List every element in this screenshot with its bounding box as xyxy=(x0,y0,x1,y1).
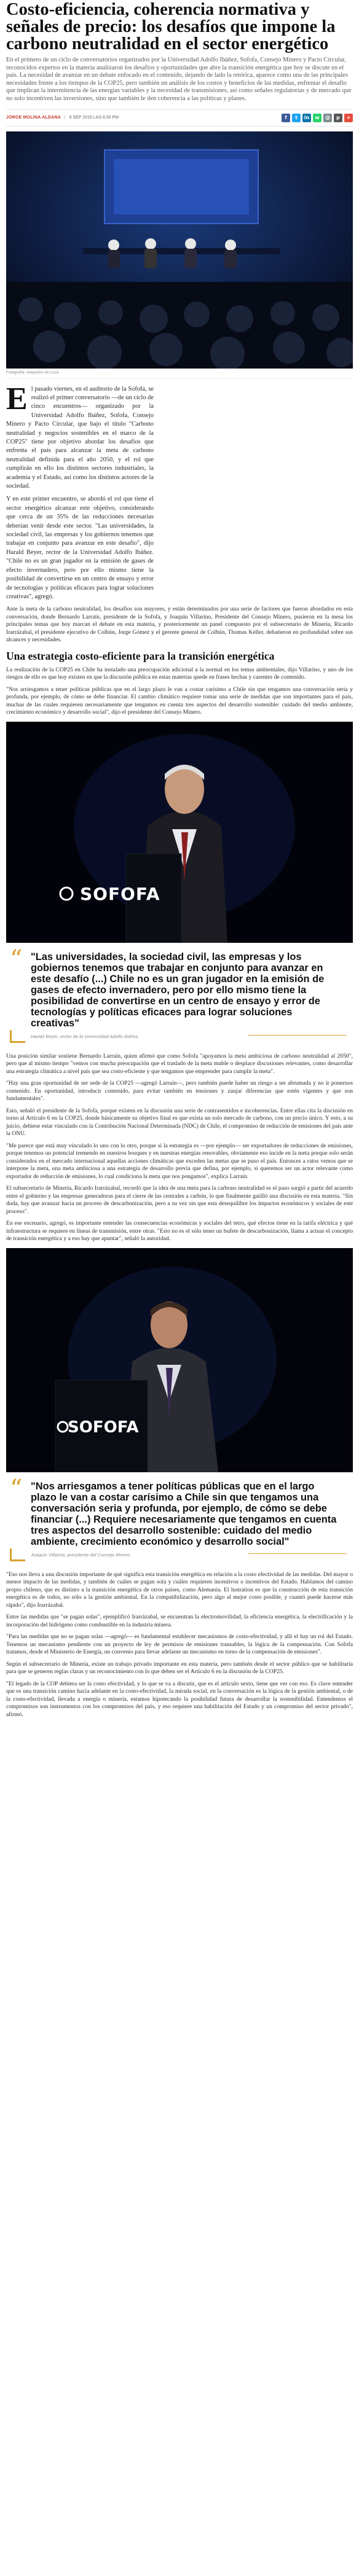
intro-block xyxy=(6,381,353,606)
photo-caption: Fotografía: Alejandro de Luca xyxy=(6,369,353,379)
twitter-icon[interactable]: t xyxy=(292,114,301,122)
article-meta xyxy=(6,109,353,127)
article-headline: Costo-eficiencia, coherencia normativa y señales de precio: los desafíos que impone la carbono neutralidad en el sector energético xyxy=(6,0,336,53)
intro-paragraph-2: Y en este primer encuentro, se abordó el rol que tiene el sector energético alcanzar este objetivo, considerando que cerca de un 35% de las reducciones necesarias deberían venir desde este sector. "Las universidades, la sociedad civil, las empresas y los gobiernos tenemos que trabajar en conjunto para avanzar en este desafío", dijo Harald Beyer, rector de la Universidad Adolfo Ibáñez. "Chile no es un gran jugador en la emisión de gases de efecto invernadero, pero por ello mismo tiene la posibilidad de convertirse en un centro de ensayo y error de tecnologías y políticas eficaces para lograr soluciones creativas", agregó. xyxy=(6,496,154,600)
section2-paragraph-4: "Me parece que está muy vinculado lo uno con lo otro, porque si la estrategia es —por ejemplo— ser exportadores de reducciones de emisiones, porque tenemos un potencial tremendo en nuestros bosques y en nuestras energías renovables, obviamente eso incide en la meta porque solo serán considerados en el mercado internacional aquellas acciones climáticas que exceden las metas que se puso el país. Entonces a ratos vemos que se interpone la meta, una meta ambiciosa a una estrategia de desarrollo previa que defina, por ejemplo, si queremos ser un actor relevante como exportador de reducción de emisiones, lo cual condiciona la meta que nos pongamos", explica Larraín. xyxy=(6,1142,353,1180)
byline xyxy=(6,115,119,120)
section2-paragraph-1: Una posición similar sostiene Bernardo Larraín, quien afirmó que como Sofofa "apoyamos la meta ambiciosa de carbono neutralidad al 2050", pero que al mismo tiempo "vemos con mucha preocupación que el traslado de la meta muble o desplace discusiones relevantes, como desarrollar una estrategia climática a nivel país que sea costo-eficiente y que tengamos que emprender para cumplir la meta". xyxy=(6,1052,353,1075)
share-bar xyxy=(282,114,353,122)
linkedin-icon[interactable]: in xyxy=(302,114,311,122)
section3-paragraph-3: "Para las medidas que no se pagan solas —agregó— es fundamental establecer mecanismos de costo-efectividad, y allí el hay un rol del Estado. Tenemos un mecanismo pendiente con un proyecto de ley de permisos de emisiones transables, la lógica de la compensación. Con Sofofa tratamos, desde el Ministerio de Energía, un convenio para llevar adelante un mecanismo en torno de la compensación de emisiones". xyxy=(6,1633,353,1656)
section3-paragraph-4: Según el subsecretario de Minería, existe un trabajo privado importante en esta materia, pero también desde el sector público que se habilitaría para que se generen reglas claras y un reconocimiento con lo que deben ser el Artículo 6 en la discusión de la COP25. xyxy=(6,1660,353,1676)
section1-paragraph-2: "Nos arriesgamos a tener políticas públicas que en el largo plazo le van a costar carísimo a Chile sin que tengamos una conversación seria y profunda, por ejemplo, de cómo se debe financiar. El cambio climático requiere tomar una serie de medidas que son importantes para el país, muchas de las cuales requieren necesariamente que tengamos en cuenta tres aspectos del desarrollo sostenible: cuidado del medio ambiente, crecimiento económico y desarrollo social", dijo el presidente del Consejo Minero. xyxy=(6,685,353,716)
pull-quote-text: "Nos arriesgamos a tener políticas públicas que en el largo plazo le van a costar carísimo a Chile sin que tengamos una conversación seria y profunda, por ejemplo, de cómo se debe financiar (...) Requiere necesariamente que tengamos en cuenta tres aspectos del desarrollo sostenible: cuidado del medio ambiente, crecimiento económico y desarrollo social" xyxy=(31,1480,337,1547)
pull-quote-1 xyxy=(6,945,353,1044)
facebook-icon[interactable]: f xyxy=(282,114,290,122)
print-icon[interactable]: p xyxy=(334,114,342,122)
svg-text:SOFOFA: SOFOFA xyxy=(68,1418,139,1437)
quote-corner-decoration xyxy=(10,1548,25,1561)
section2-paragraph-6: En ese escenario, agregó, es importante entender las consecuencias económicas y sociales del tetro, qué efectos tiene en la tarifa eléctrica y qué infraestructura se requiere en líneas de transmisión, entre otras. "Esto no es el sólo tener un bufete de descarbonización, llama a actuar el concepto de transición energética y a eso hay que apuntar", señaló la autoridad. xyxy=(6,1220,353,1243)
pull-quote-attribution: Joaquín Villarino, presidente del Consejo Minero. xyxy=(31,1551,132,1558)
speaker-podium-illustration-2 xyxy=(6,1248,353,1472)
intro-column xyxy=(6,381,154,606)
quote-rule xyxy=(248,1553,347,1554)
speaker-podium-illustration xyxy=(6,722,353,943)
section2-paragraph-5: El subsecretario de Minería, Ricardo Irarrázabal, recordó que la idea de una meta para la carbono neutralidad es el paso surgió a partir del acuerdo entre el gobierno y las empresas generadoras para el cierre de las centrales a carbón, lo que finalmente gatilló una discusión en esta materia. "Sin duda, hay que avanzar hacia un proceso de descarbonización, pero a su vez sin que esta desequilibre los impactos económicos y sociales de este proceso". xyxy=(6,1185,353,1215)
pull-quote-2 xyxy=(6,1475,353,1563)
whatsapp-icon[interactable]: w xyxy=(313,114,322,122)
panel-stage-illustration xyxy=(6,131,353,369)
intro-paragraph-3: Ante la meta de la carbono neutralidad, los desafíos son mayores, y están determinados por una serie de factores que fueron abordados en esta conversación, donde Bernardo Larraín, presidente de la Sofofa, y Joaquín Villarino, Presidente del Consejo Minero, pusieron en la mesa los principales temas que hoy marcan el debate en esta materia, y posteriormente un panel compuesto por el subsecretario de Minería, Ricardo Irarrázabal, el presidente ejecutivo de Colbún, Jorge Gómez y el gerente general de Colbún, Thomas Keller, debatieron en profundidad sobre sus alcances y necesidades. xyxy=(6,606,353,644)
email-icon[interactable]: @ xyxy=(323,114,332,122)
section3-paragraph-2: Entre las medidas que "se pagan solas", ejemplificó Irarrázabal, se encuentran la electromovilidad, la eficiencia energética, la electrificación y la incorporación del hidrógeno como combustible en la industria minera. xyxy=(6,1614,353,1628)
sidebar-space xyxy=(159,385,353,606)
hero-photo xyxy=(6,131,353,369)
speaker-photo-2 xyxy=(6,1248,353,1472)
pull-quote-text: "Las universidades, la sociedad civil, las empresas y los gobiernos tenemos que trabajar en conjunto para avanzar en este desafío (...) Chile no es un gran jugador en la emisión de gases de efecto invernadero, pero por ello mismo tiene la posibilidad de convertirse en un centro de ensayo y error de tecnologías y políticas eficaces para lograr soluciones creativas" xyxy=(31,951,325,1029)
section3-paragraph-5: "El legado de la COP debiera ser la costo efectividad, y lo que se va a discutir, que es el artículo sexto, tiene que ver con eso. Es clave entender que es una transición camino hacia adelante en la costo-efectividad, la mirada social, en la conversación es la lógica de la gestión ambiental, o de la costo-efectividad, llevada a energía o minería, estamos hipotecando la posibilidad futura de desarrollar la sostenibilidad. Entendemos el compromisos son instrumentos con los compromisos del país, y eso requiere una habilitación del Estado y un compromiso del sector privado", afirmó. xyxy=(6,1680,353,1718)
share-icon[interactable]: + xyxy=(344,114,353,122)
drop-cap: E xyxy=(6,381,28,416)
speaker-photo-1 xyxy=(6,722,353,943)
svg-text:SOFOFA: SOFOFA xyxy=(80,883,160,904)
quote-mark-icon: “ xyxy=(10,1474,23,1503)
section1-paragraph-1: La realización de la COP25 en Chile ha instalado una preocupación adicional a la normal en los temas ambientales, dijo Villarino, y uno de los riesgos de ello es que hoy existen en que la discusión pública en estas materias quede en frases hechas y carentes de contenido. xyxy=(6,666,353,681)
section2-paragraph-2: "Hay una gran oportunidad de ser sede de la COP25 —agregó Larraín—, pero también puede haber un riesgo a ser abrumada y no ir ponernos contenido. En oportunidad, introducir contenido, para evitar también en tensiones y zanjar diferencias que estén vigentes y que son fundamentales". xyxy=(6,1080,353,1103)
section3-paragraph-1: "Eso nos lleva a una discusión importante de qué significa esta transición energética en relación a la costo efectividad de las medidas. Del mayor o menor impacto de las medidas, y también de cuáles se pagan sola y cuáles requieren incentivos o incentivos del Estado. Hablamos del camino propio chileno, que es distinto a la transición energética de otros países, como Alemania. El lustration es que la construcción de esta transición energética es de todos, no sólo a la gestión ambiental. En la compatibilización, pero algo al mejor costo posible, y cuantó puede hacerse más rápido", dijo Irarrázabal. xyxy=(6,1571,353,1609)
article-lead: En el primero de un ciclo de conversatorios organizados por la Universidad Adolfo Ibáñez, Sofofa, Consejo Minero y Pacto Circular, reconocidos expertos en la materia analizaron los desafíos y oportunidades que abre la transición energética que hoy se discute en el país. La necesidad de avanzar en un debate enfocado en el contenido, dejando de lado la retórica, aparece como una de las principales necesidades frente a los tiempos de la COP25, pero también un análisis de los costos y beneficios de las medidas, enfrentar el desafío que implican la intermitencia de las energías variables y la necesidad de transmisiones, así como señales regulatorias y de mercado que no solo incentiven las inversiones, sino que también le den coherencia a las políticas y planes. xyxy=(6,57,352,102)
article-body xyxy=(6,381,353,1719)
intro-paragraph-1 xyxy=(6,381,154,491)
author-link[interactable]: JORGE MOLINA ALDANA xyxy=(6,115,61,120)
publish-date: 8 SEP 2019 xyxy=(69,115,92,120)
pull-quote-attribution: Harald Beyer, rector de la Universidad Adolfo Ibáñez. xyxy=(31,1033,140,1039)
intro-paragraph-1-text: l pasado viernes, en el auditorio de la Sofofa, se realizó el primer conversatorio —de un ciclo de cinco encuentros— organizado por la Universidad Adolfo Ibáñez, Sofofa, Consejo Minero y Pacto Circular, que bajo el título "Carbono neutralidad y negocios sostenibles en el marco de la COP25" tiene por objetivo abordar los desafíos que enfrenta el país para alcanzar la meta de carbono neutralidad definida para el año 2050, y el rol que cumplirán en ello los distintos sectores industriales, la academia y el Estado, así como los distintos actores de la sociedad. xyxy=(6,385,154,490)
section2-paragraph-3: Esto, señaló el presidente de la Sofofa, porque existen en la discusión una serie de contrasentidos e incoherencias. Entre ellas cita la discusión en torno al Artículo 6 en la COP25, donde básicamente su objetivo final es que exista un solo mercado de carbono, con un precio único. Y esto, a su juicio, debiese estar vinculado con la Contribución Nacional Determinada (NDC) de Chile, el compromiso de reducción de emisiones del país ante la ONU. xyxy=(6,1107,353,1138)
quote-mark-icon: “ xyxy=(10,945,23,974)
quote-corner-decoration xyxy=(10,1030,25,1043)
publish-time: LAS 6:30 PM xyxy=(93,115,119,120)
section-heading: Una estrategia costo-eficiente para la transición energética xyxy=(6,649,275,662)
separator: | xyxy=(64,115,66,120)
quote-rule xyxy=(248,1035,347,1036)
